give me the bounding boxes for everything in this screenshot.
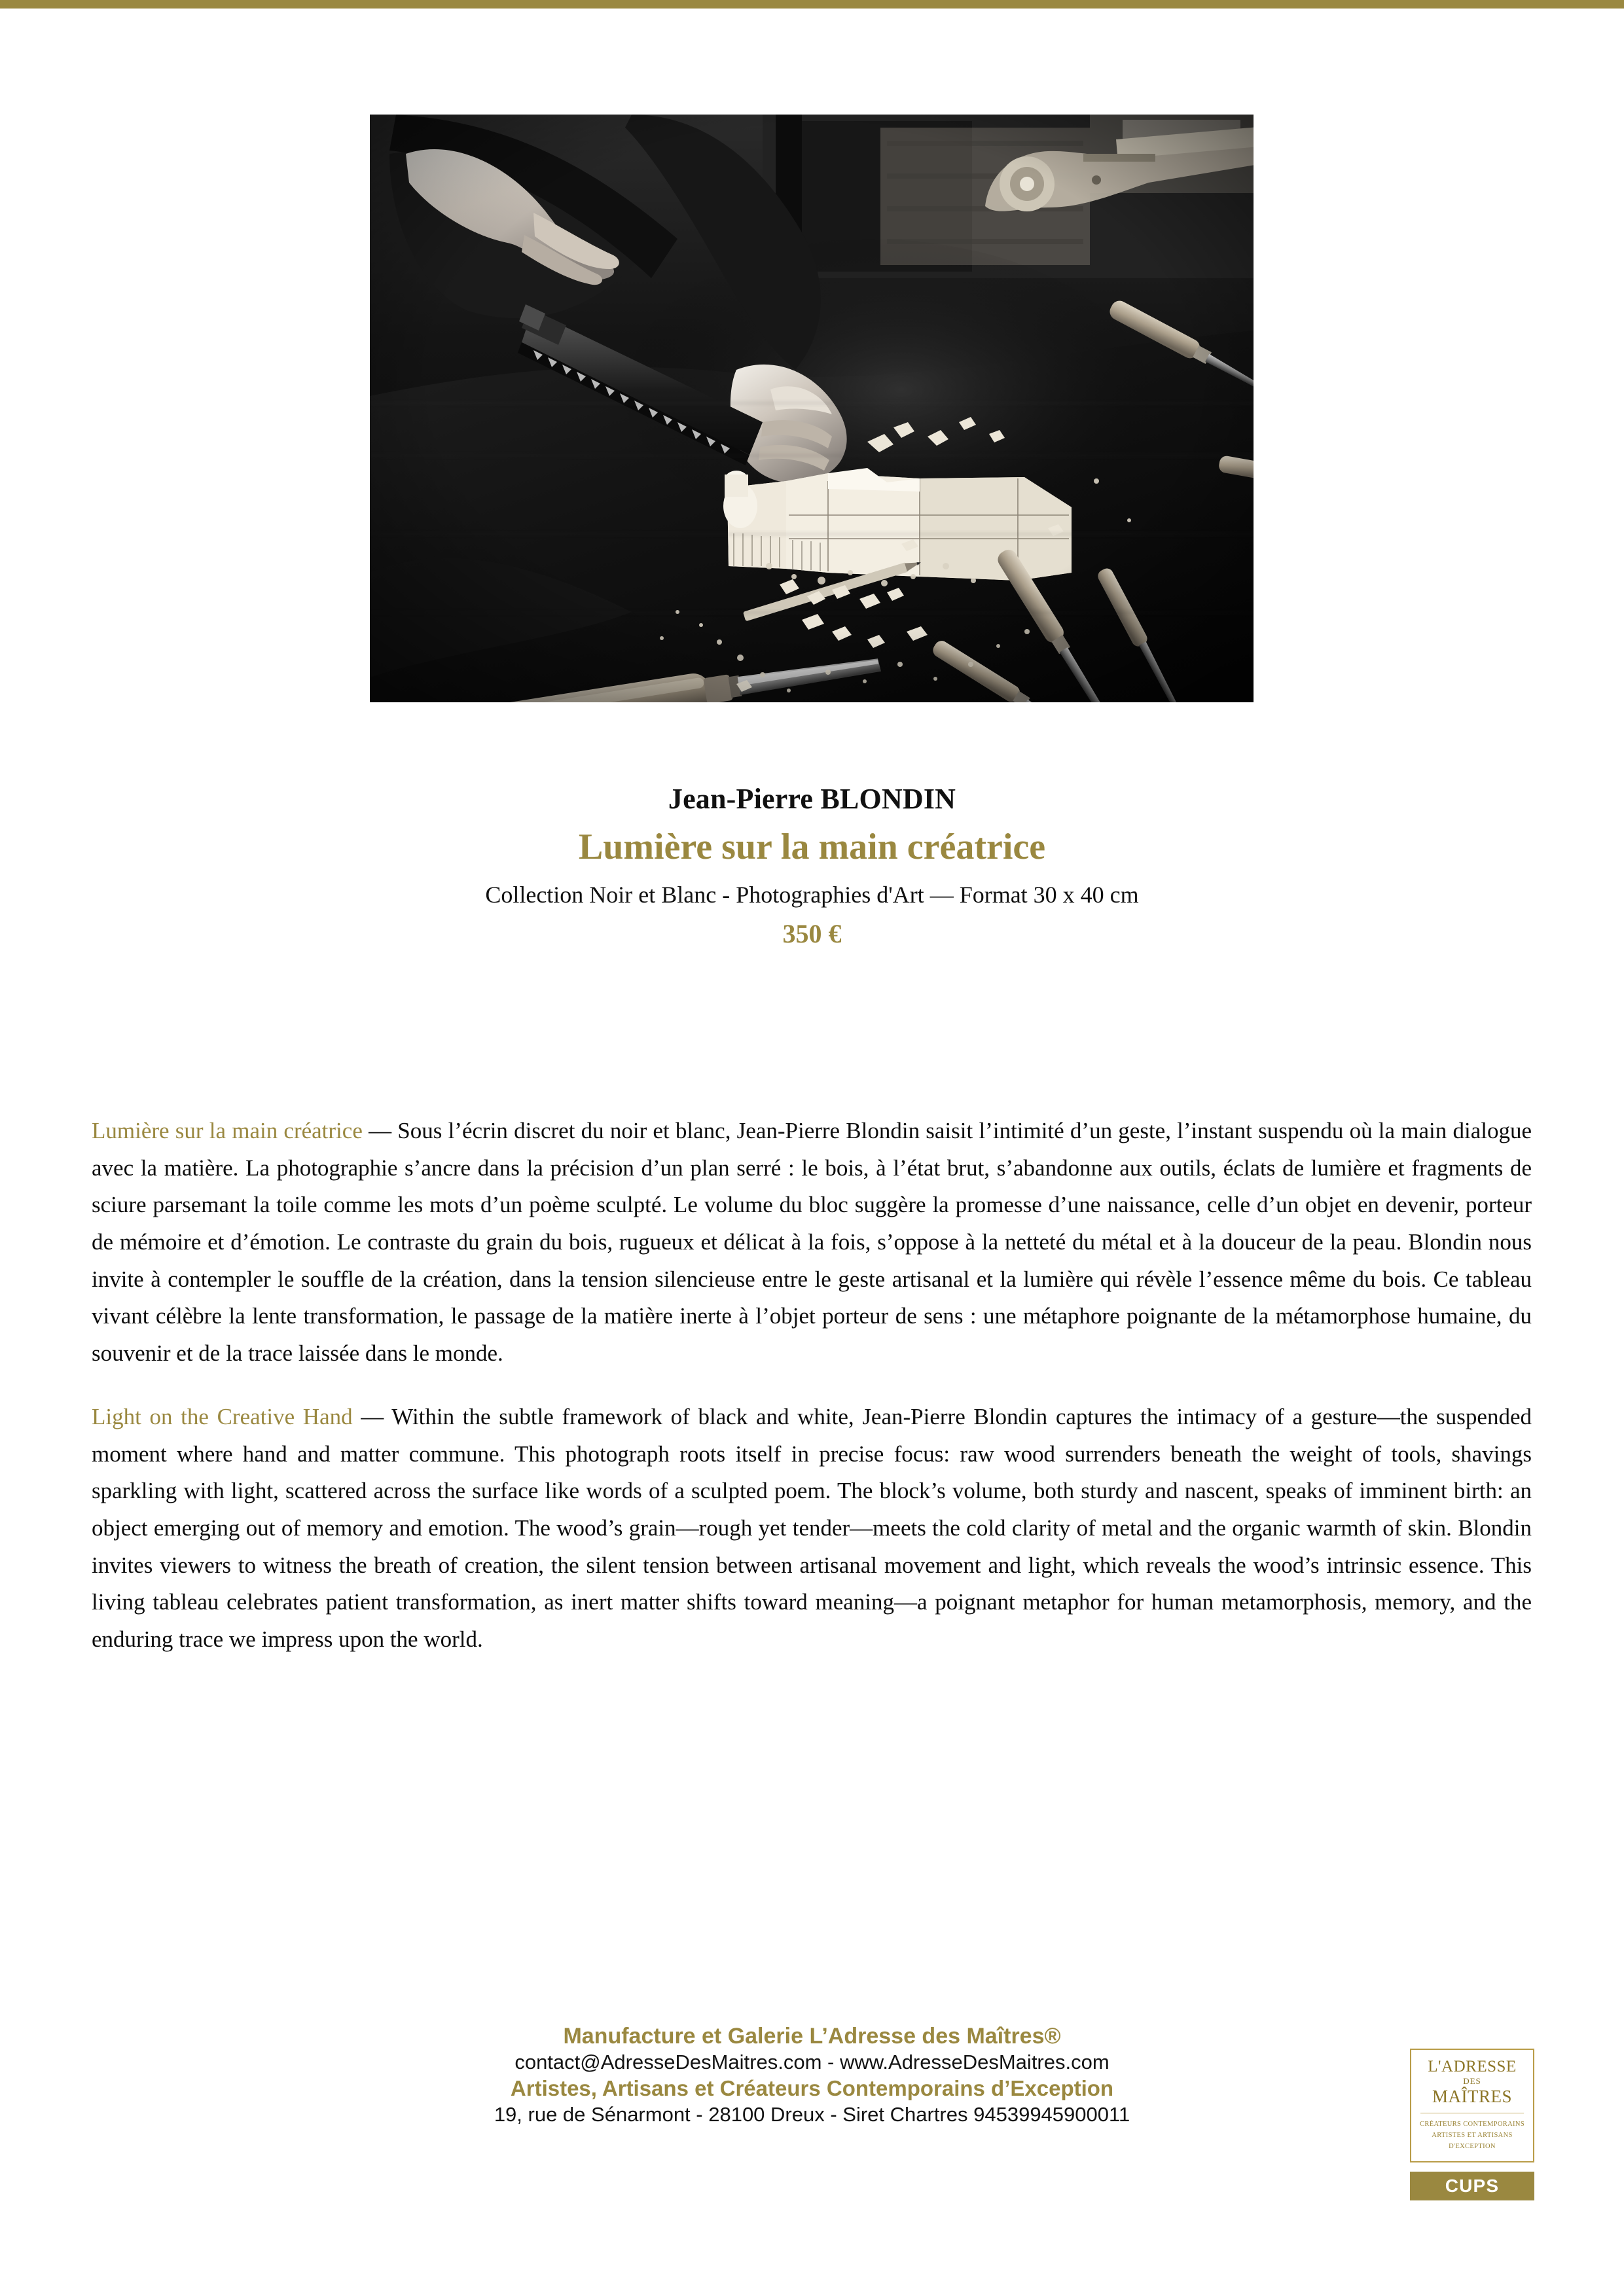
- artwork-photograph-image: [370, 115, 1254, 702]
- description-paragraph-fr: [92, 1113, 1532, 1372]
- description-paragraph-en: [92, 1399, 1532, 1659]
- description-lead-en: Light on the Creative Hand: [92, 1403, 353, 1429]
- brand-logo-sub1: CRÉATEURS CONTEMPORAINS: [1419, 2121, 1525, 2128]
- top-gold-rule: [0, 0, 1624, 9]
- brand-logo-sub3: D'EXCEPTION: [1449, 2143, 1496, 2151]
- brand-logo-card: [1410, 2049, 1534, 2162]
- brand-logo-line3: MAÎTRES: [1432, 2087, 1512, 2107]
- footer-company-name: Manufacture et Galerie L’Adresse des Maîtres®: [563, 2024, 1061, 2049]
- brand-logo-line2: DES: [1463, 2076, 1481, 2087]
- brand-logo-line1: L'ADRESSE: [1428, 2058, 1517, 2075]
- footer-contact[interactable]: contact@AdresseDesMaitres.com - www.AdresseDesMaitres.com: [514, 2051, 1110, 2074]
- footer-tagline: Artistes, Artisans et Créateurs Contemporains d’Exception: [510, 2075, 1114, 2100]
- brand-mark: [1410, 2049, 1534, 2200]
- artwork-meta: Collection Noir et Blanc - Photographies d'Art — Format 30 x 40 cm: [485, 881, 1139, 908]
- description-body-en: — Within the subtle framework of black and white, Jean-Pierre Blondin captures the intimacy of a gesture—the suspended moment where hand and matter commune. This photograph roots itself in precise focus: raw wood surrenders beneath the weight of tools, shavings sparkling with light, scattered across the surface like words of a sculpted poem. The block’s volume, both sturdy and nascent, speaks of imminent birth: an object emerging out of memory and emotion. The wood’s grain—rough yet tender—meets the cold clarity of metal and the organic warmth of skin. Blondin invites viewers to witness the breath of creation, the silent tension between artisanal movement and light, which reveals the wood’s intrinsic essence. This living tableau celebrates patient transformation, as inert matter shifts toward meaning—a poignant metaphor for human metamorphosis, memory, and the enduring trace we impress upon the world.: [92, 1403, 1532, 1652]
- footer-address: 19, rue de Sénarmont - 28100 Dreux - Siret Chartres 94539945900011: [494, 2102, 1130, 2126]
- artwork-price: 350 €: [782, 919, 842, 949]
- brand-logo-sub2: ARTISTES ET ARTISANS: [1432, 2132, 1513, 2140]
- description-lead-fr: Lumière sur la main créatrice: [92, 1118, 363, 1143]
- page-footer: [0, 2022, 1624, 2127]
- cups-badge-label: CUPS: [1445, 2176, 1500, 2197]
- artwork-description: [92, 1113, 1532, 1659]
- artist-name: Jean-Pierre BLONDIN: [668, 783, 956, 815]
- cups-badge[interactable]: [1410, 2172, 1534, 2200]
- artwork-title: Lumière sur la main créatrice: [578, 827, 1046, 868]
- artwork-photograph: [370, 115, 1254, 702]
- artwork-header: [0, 783, 1624, 950]
- description-body-fr: — Sous l’écrin discret du noir et blanc, Jean-Pierre Blondin saisit l’intimité d’un geste, l’instant suspendu où la main dialogue avec la matière. La photographie s’ancre dans la précision d’un plan serré : le bois, à l’état brut, s’abandonne aux outils, éclats de lumière et fragments de sciure parsemant la toile comme les mots d’un poème sculpté. Le volume du bloc suggère la promesse d’une naissance, celle d’un objet en devenir, porteur de mémoire et d’émotion. Le contraste du grain du bois, rugueux et délicat à la fois, s’oppose à la netteté du métal et à la douceur de la peau. Blondin nous invite à contempler le souffle de la création, dans la tension silencieuse entre le geste artisanal et la lumière qui révèle l’essence même du bois. Ce tableau vivant célèbre la lente transformation, le passage de la matière inerte à l’objet porteur de sens : une métaphore poignante de la métamorphose humaine, du souvenir et de la trace laissée dans le monde.: [92, 1118, 1532, 1367]
